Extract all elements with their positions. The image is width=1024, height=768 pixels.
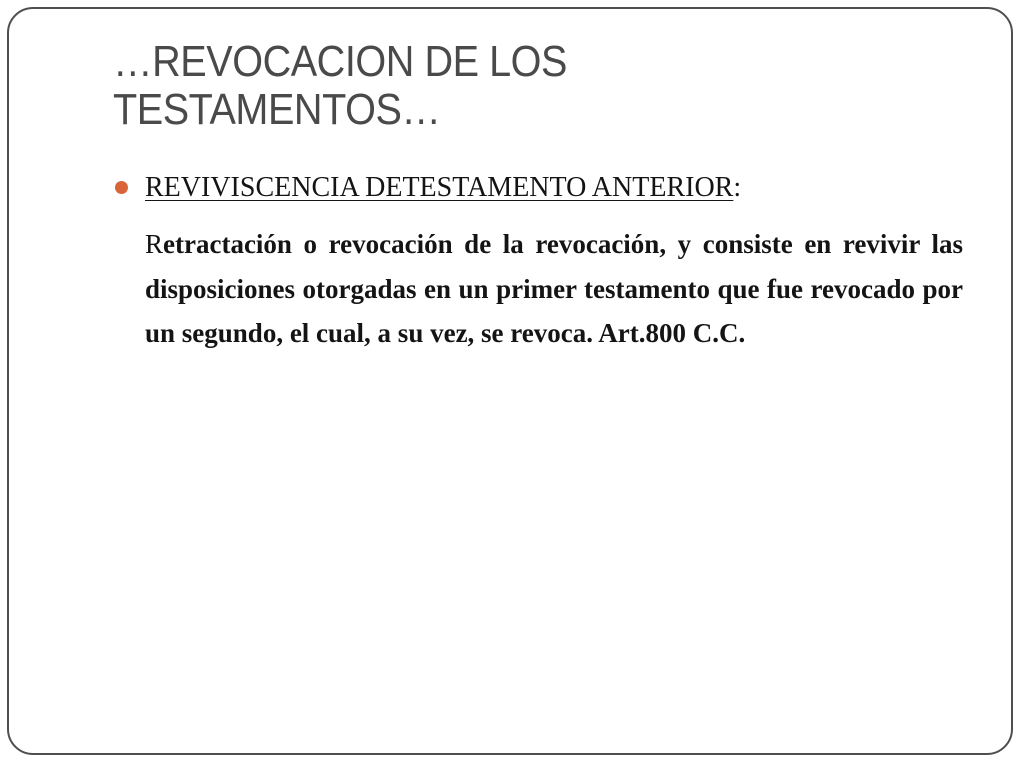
slide-title-line-2: TESTAMENTOS… <box>113 85 441 134</box>
bullet-body-text: etractación o revocación de la revocación, y consiste en revivir las disposiciones otorgadas en un primer testamento que fue revocado por un segundo, el cual, a su vez, se revoca. Art.800 C.C. <box>145 229 963 348</box>
slide-title-line-1: …REVOCACION DE LOS <box>113 37 567 86</box>
slide-title <box>113 38 851 134</box>
bullet-heading-colon: : <box>733 172 742 203</box>
bullet-body-first-letter: R <box>145 229 164 259</box>
bullet-body <box>145 222 963 356</box>
bullet-heading <box>145 170 741 206</box>
bullet-heading-text: REVIVISCENCIA DETESTAMENTO ANTERIOR <box>145 172 734 203</box>
bullet-dot-icon <box>115 181 128 194</box>
